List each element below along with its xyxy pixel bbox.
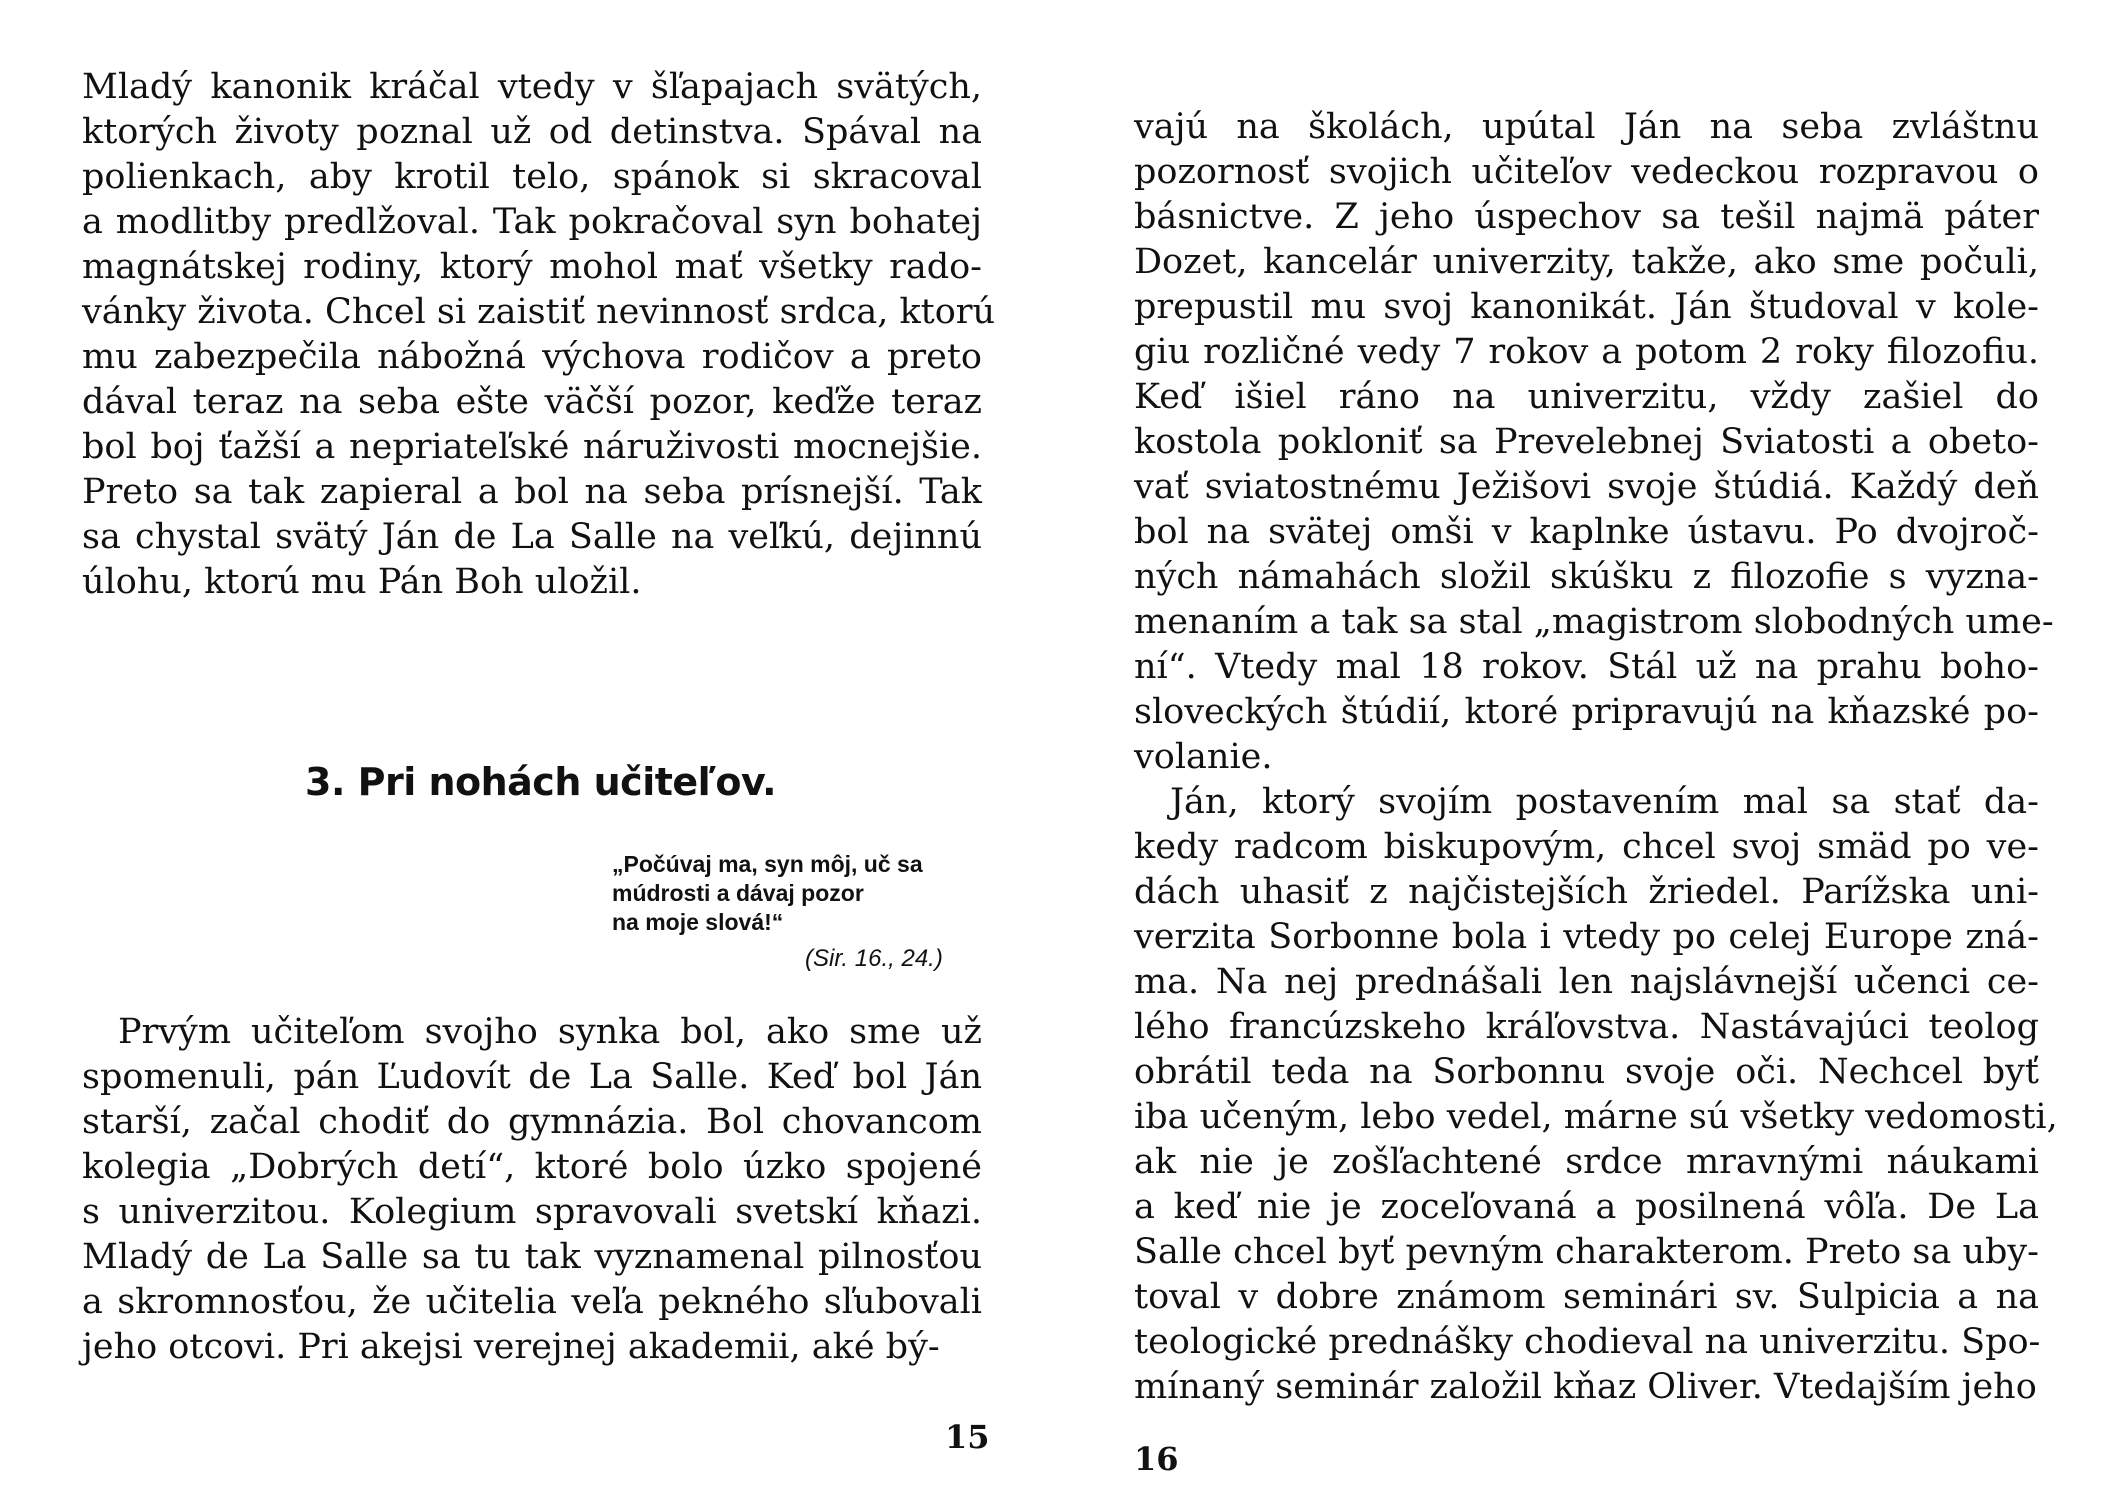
text-line: Ján, ktorý svojím postavením mal sa stať da- <box>1170 782 2039 822</box>
text-line: obrátil teda na Sorbonnu svoje oči. Nechcel byť <box>1134 1052 2039 1092</box>
text-line: Prvým učiteľom svojho synka bol, ako sme už <box>118 1012 982 1052</box>
text-line: úlohu, ktorú mu Pán Boh uložil. <box>82 562 642 602</box>
text-line: verzita Sorbonne bola i vtedy po celej Europe zná- <box>1134 917 2039 957</box>
text-line: jeho otcovi. Pri akejsi verejnej akademii, aké bý- <box>82 1327 940 1367</box>
quote-line: na moje slová!“ <box>612 909 784 935</box>
text-line: iba učeným, lebo vedel, márne sú všetky vedomosti, <box>1134 1097 2058 1137</box>
text-line: básnictve. Z jeho úspechov sa tešil najmä páter <box>1134 197 2039 237</box>
quote-line: múdrosti a dávaj pozor <box>612 880 864 906</box>
text-line: ma. Na nej prednášali len najslávnejší učenci ce- <box>1134 962 2039 1002</box>
left-paragraph-1 <box>82 65 996 605</box>
text-line: kedy radcom biskupovým, chcel svoj smäd po ve- <box>1134 827 2039 867</box>
text-line: s univerzitou. Kolegium spravovali svetskí kňazi. <box>82 1192 982 1232</box>
text-line: menaním a tak sa stal „magistrom slobodných ume- <box>1134 602 2054 642</box>
text-line: vať sviatostnému Ježišovi svoje štúdiá. Každý deň <box>1134 467 2039 507</box>
text-line: lého francúzskeho kráľovstva. Nastávajúci teolog <box>1134 1007 2039 1047</box>
right-paragraph-2 <box>1134 780 2058 1410</box>
text-line: dával teraz na seba ešte väčší pozor, keďže teraz <box>82 382 982 422</box>
left-paragraph-2 <box>82 1010 982 1370</box>
text-line: a modlitby predlžoval. Tak pokračoval syn bohatej <box>82 202 982 242</box>
text-line: magnátskej rodiny, ktorý mohol mať všetky rado- <box>82 247 982 287</box>
quote-line: „Počúvaj ma, syn môj, uč sa <box>612 851 923 877</box>
text-line: ní“. Vtedy mal 18 rokov. Stál už na prahu boho- <box>1134 647 2039 687</box>
text-line: ktorých životy poznal už od detinstva. Spával na <box>82 112 982 152</box>
text-line: polienkach, aby krotil telo, spánok si skracoval <box>82 157 982 197</box>
text-line: starší, začal chodiť do gymnázia. Bol chovancom <box>82 1102 982 1142</box>
chapter-heading: 3. Pri nohách učiteľov. <box>305 760 777 804</box>
page-number-left: 15 <box>945 1418 990 1456</box>
text-line: Keď išiel ráno na univerzitu, vždy zašiel do <box>1134 377 2039 417</box>
text-line: Mladý de La Salle sa tu tak vyznamenal pilnosťou <box>82 1237 982 1277</box>
text-line: dách uhasiť z najčistejších žriedel. Parížska uni- <box>1134 872 2039 912</box>
text-line: sa chystal svätý Ján de La Salle na veľkú, dejinnú <box>82 517 982 557</box>
right-page <box>1054 0 2108 1500</box>
text-line: kostola pokloniť sa Prevelebnej Sviatosti a obeto- <box>1134 422 2039 462</box>
text-line: mu zabezpečila nábožná výchova rodičov a preto <box>82 337 982 377</box>
text-line: volanie. <box>1134 737 1273 777</box>
right-paragraph-1 <box>1134 105 2054 780</box>
text-line: prepustil mu svoj kanonikát. Ján študoval v kole- <box>1134 287 2039 327</box>
text-line: sloveckých štúdií, ktoré pripravujú na kňazské po- <box>1134 692 2039 732</box>
text-line: a keď nie je zoceľovaná a posilnená vôľa. De La <box>1134 1187 2039 1227</box>
text-line: a skromnosťou, že učitelia veľa pekného sľubovali <box>82 1282 982 1322</box>
text-line: Preto sa tak zapieral a bol na seba prísnejší. Tak <box>82 472 982 512</box>
text-line: mínaný seminár založil kňaz Oliver. Vtedajším jeho <box>1134 1367 2037 1407</box>
text-line: toval v dobre známom seminári sv. Sulpicia a na <box>1134 1277 2039 1317</box>
text-line: ných námahách složil skúšku z filozofie s vyzna- <box>1134 557 2039 597</box>
text-line: kolegia „Dobrých detí“, ktoré bolo úzko spojené <box>82 1147 982 1187</box>
text-line: pozornosť svojich učiteľov vedeckou rozpravou o <box>1134 152 2039 192</box>
text-line: bol boj ťažší a nepriateľské náruživosti mocnejšie. <box>82 427 982 467</box>
text-line: Salle chcel byť pevným charakterom. Preto sa uby- <box>1134 1232 2039 1272</box>
epigraph-quote <box>612 850 923 937</box>
text-line: ak nie je zošľachtené srdce mravnými náukami <box>1134 1142 2039 1182</box>
text-line: Mladý kanonik kráčal vtedy v šľapajach svätých, <box>82 67 982 107</box>
page-number-right: 16 <box>1134 1440 1179 1478</box>
text-line: bol na svätej omši v kaplnke ústavu. Po dvojroč- <box>1134 512 2039 552</box>
text-line: giu rozličné vedy 7 rokov a potom 2 roky filozofiu. <box>1134 332 2039 372</box>
epigraph-source: (Sir. 16., 24.) <box>805 945 943 972</box>
text-line: teologické prednášky chodieval na univerzitu. Spo- <box>1134 1322 2041 1362</box>
text-line: vánky života. Chcel si zaistiť nevinnosť srdca, ktorú <box>82 292 996 332</box>
text-line: vajú na školách, upútal Ján na seba zvláštnu <box>1134 107 2039 147</box>
text-line: Dozet, kancelár univerzity, takže, ako sme počuli, <box>1134 242 2039 282</box>
text-line: spomenuli, pán Ľudovít de La Salle. Keď bol Ján <box>82 1057 982 1097</box>
